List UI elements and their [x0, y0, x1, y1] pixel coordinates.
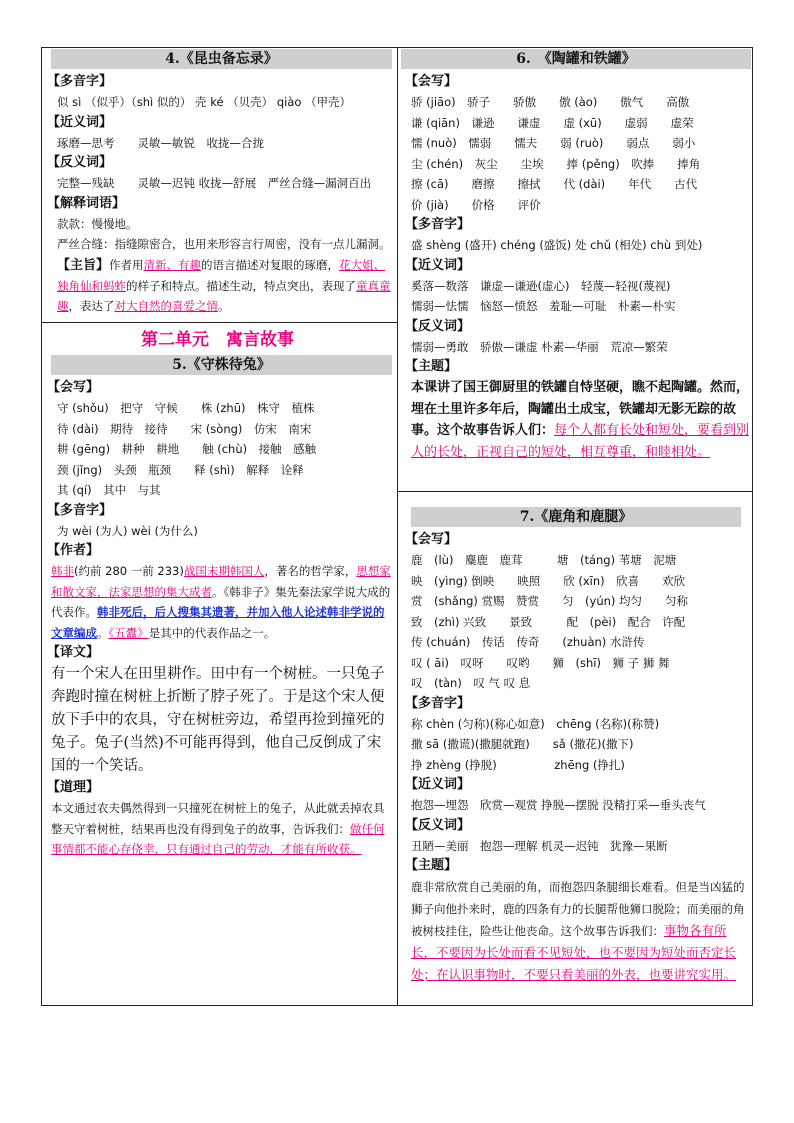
fanyi-line: 丑陋—美丽 抱怨—理解 机灵—迟钝 犹豫—果断: [411, 838, 668, 853]
zuozhe-heading: 【作者】: [47, 543, 100, 558]
zuozhe-blue-highlight: 韩非死后，后人搜集其遗著，并加入他人论述韩非学说的文章编成: [51, 605, 385, 640]
huixie-line: 擦 (cā) 磨擦 擦拭 代 (dài) 年代 古代: [411, 177, 698, 191]
section-5: [43, 325, 392, 860]
daoli-heading: 【道理】: [47, 780, 100, 795]
huixie-line: 叹 (tàn) 叹 气 叹 息: [411, 676, 531, 690]
zhuti-heading: 【主题】: [405, 858, 458, 873]
zhuti-text: 本课讲了国王御厨里的铁罐自恃坚硬，瞧不起陶罐。然而，埋在土里许多年后，陶罐出土成宝，铁罐却无影无踪的故事。这个故事告诉人们：: [411, 380, 750, 438]
zuozhe-highlight: 《五蠹》: [108, 625, 149, 640]
section-7: [401, 507, 751, 986]
duoyin-line: 挣 zhèng (挣脱) zhēng (挣扎): [411, 757, 625, 772]
zhuti-highlight: 事物各有所长，不要因为长处而看不见短处，也不要因为短处而否定长处；在认识事物时，不要只看美丽的外表，也要讲究实用。: [411, 923, 737, 982]
zhuzhi-highlight: 清新、有趣: [143, 257, 202, 272]
zhuti-highlight: 每个人都有长处和短处，要看到别人的长处，正视自己的短处，相互尊重，和睦相处。: [411, 423, 750, 460]
huixie-line: 传 (chuán) 传话 传奇 (zhuàn) 水浒传: [411, 635, 645, 649]
zhuzhi-paragraph: [47, 255, 392, 317]
huixie-line: 价 (jià) 价格 评价: [411, 197, 541, 212]
huixie-list: [405, 92, 751, 215]
huixie-line: 骄 (jiāo) 骄子 骄傲 傲 (ào) 傲气 高傲: [411, 95, 690, 109]
jinyi-heading: 【近义词】: [405, 777, 471, 792]
duoyin-line: 为 wèi (为人) wèi (为什么): [57, 523, 198, 538]
duoyin-line: 称 chèn (匀称)(称心如意) chēng (名称)(称赞): [411, 716, 660, 731]
jieshi-line-2: 严丝合缝：指缝隙密合，也用来形容言行周密，没有一点儿漏洞。: [57, 237, 391, 251]
zhuzhi-text: 的语言描述对复眼的琢磨，: [201, 257, 340, 272]
zhuti-paragraph: [405, 876, 751, 986]
fanyi-heading: 【反义词】: [405, 817, 471, 833]
jieshi-heading: 【解释词语】: [47, 195, 126, 211]
huixie-line: 懦 (nuò) 懦弱 懦夫 弱 (ruò) 弱点 弱小: [411, 136, 696, 150]
section-6: [401, 49, 751, 463]
unit-title: 第二单元 寓言故事: [141, 330, 294, 350]
duoyin-heading: 【多音字】: [405, 217, 471, 232]
duoyin-heading: 【多音字】: [405, 695, 471, 711]
zhuzhi-label: 【主旨】: [57, 257, 110, 273]
huixie-line: 叹 ( āi) 叹呀 叹哟 狮 (shī) 狮 子 狮 舞: [411, 655, 670, 670]
zhuti-text: 鹿非常欣赏自己美丽的角，而抱怨四条腿细长难看。但是当凶猛的狮子向他扑来时，鹿的四条有力的长腿帮他狮口脱险；而美丽的角被树枝挂住，险些让他丧命。这个故事告诉我们：: [411, 880, 745, 938]
daoli-paragraph: [47, 798, 392, 860]
duoyin-line: 盛 shèng (盛开) chéng (盛饭) 处 chǔ (相处) chù 到处): [411, 238, 703, 252]
huixie-line: 鹿 (lù) 麋鹿 鹿茸 塘 (táng) 苇塘 泥塘: [411, 553, 677, 567]
zuozhe-highlight: 战国末期韩国人: [183, 564, 265, 578]
zhuzhi-text: ，表达了: [68, 299, 115, 313]
zhuzhi-text: 的样子和特点。描述生动，特点突出，表现了: [126, 278, 356, 293]
section-5-title: 5.《守株待兔》: [51, 355, 392, 375]
daoli-text: 本文通过农夫偶然得到一只撞死在树桩上的兔子，从此就丢掉农具整天守着树桩，结果再也没有得到兔子的故事，告诉我们：: [51, 801, 385, 836]
zhuzhi-text: 作者用: [109, 257, 144, 272]
column-divider: [397, 47, 398, 1006]
jinyi-line: 懦弱—怯懦 恼怒—愤怒 羞耻—可耻 朴素—朴实: [411, 299, 676, 313]
huixie-line: 赏 (shǎng) 赏赐 赞赏 匀 (yún) 均匀 匀称: [411, 594, 689, 608]
fanyi-heading: 【反义词】: [405, 318, 471, 334]
fanyi-line: 懦弱—勇敢 骄傲—谦虚 朴素—华丽 荒凉—繁荣: [411, 339, 668, 354]
huixie-line: 映 (yìng) 倒映 映照 欣 (xīn) 欣喜 欢欣: [411, 573, 686, 588]
huixie-heading: 【会写】: [405, 532, 458, 547]
jinyi-heading: 【近义词】: [405, 257, 471, 273]
fanyi-heading: 【反义词】: [47, 155, 113, 170]
daoli-highlight: 做任何事情都不能心存侥幸，只有通过自己的劳动，才能有所收获。: [51, 821, 385, 856]
duoyin-heading: 【多音字】: [47, 74, 113, 89]
zuozhe-highlight: 韩非: [51, 564, 74, 578]
section-4-title: 4.《昆虫备忘录》: [51, 49, 392, 69]
zhuzhi-highlight: 童真童趣: [57, 278, 391, 313]
huixie-list: [405, 550, 751, 694]
huixie-line: 其 (qí) 其中 与其: [57, 483, 161, 497]
jieshi-line-1: 款款：慢慢地。: [57, 216, 138, 231]
zhuti-paragraph: [405, 377, 751, 463]
zuozhe-text: 。《韩非子》集先秦法家学说大成的代表作。: [51, 584, 391, 619]
huixie-line: 待 (dài) 期待 接待 宋 (sòng) 仿宋 南宋: [57, 421, 312, 436]
duoyin-line: 似 sì （似乎）（shì 似的） 壳 ké （贝壳） qiào （甲壳）: [57, 95, 352, 109]
zuozhe-text: (约前 280 一前 233): [74, 564, 184, 578]
huixie-line: 守 (shǒu) 把守 守候 株 (zhū) 株守 植株: [57, 401, 315, 415]
zuozhe-highlight: 思想家和散文家，法家思想的集大成者: [51, 564, 391, 599]
jinyi-line: 抱怨—埋怨 欣赏—观赏 挣脱—摆脱 没精打采—垂头丧气: [411, 798, 706, 812]
huixie-heading: 【会写】: [47, 380, 100, 395]
huixie-heading: 【会写】: [405, 74, 458, 89]
yiwen-paragraph: 有一个宋人在田里耕作。田中有一个树桩。一只兔子奔跑时撞在树桩上折断了脖子死了。于是这个宋人便放下手中的农具，守在树桩旁边，希望再捡到撞死的兔子。兔子(当然)不可能再得到，他自己反倒成了宋国的一个笑话。: [51, 666, 385, 774]
duoyin-heading: 【多音字】: [47, 502, 113, 518]
zuozhe-text: 。: [97, 625, 109, 640]
section-6-title: 6. 《陶罐和铁罐》: [401, 49, 751, 69]
yiwen-heading: 【译文】: [47, 645, 100, 660]
section-7-title: 7.《鹿角和鹿腿》: [411, 507, 741, 527]
huixie-line: 耕 (gēng) 耕种 耕地 触 (chù) 接触 感触: [57, 442, 317, 456]
huixie-line: 颈 (jǐng) 头颈 瓶颈 释 (shì) 解释 诠释: [57, 462, 304, 477]
zhuti-heading: 【主题】: [405, 359, 458, 374]
zuozhe-text: ，著名的哲学家，: [264, 564, 357, 578]
jinyi-line: 奚落—数落 谦虚—谦逊(虚心) 轻蔑—轻视(蔑视): [411, 278, 671, 293]
fanyi-line: 完整—残缺 灵敏—迟钝 收拢—舒展 严丝合缝—漏洞百出: [57, 176, 372, 190]
zhuzhi-highlight: 对大自然的喜爱之情: [114, 299, 218, 313]
huixie-line: 致 (zhì) 兴致 景致 配 (pèi) 配合 许配: [411, 614, 686, 629]
zuozhe-paragraph: [47, 561, 392, 643]
huixie-list: [47, 398, 392, 501]
left-section-divider: [41, 322, 397, 323]
huixie-line: 谦 (qiān) 谦逊 谦虚 虚 (xū) 虚弱 虚荣: [411, 115, 694, 130]
zuozhe-text: 是其中的代表作品之一。: [148, 625, 276, 640]
duoyin-line: 撒 sā (撒谎)(撒腿就跑) sǎ (撒花)(撒下): [411, 737, 634, 751]
zhuzhi-highlight: 花大姐、独角仙和蚂蚱: [57, 257, 386, 293]
huixie-line: 尘 (chén) 灰尘 尘埃 捧 (pěng) 吹捧 捧角: [411, 156, 701, 171]
jinyi-line: 琢磨—思考 灵敏—敏锐 收拢—合拢: [57, 135, 264, 150]
jinyi-heading: 【近义词】: [47, 114, 113, 130]
zhuzhi-text: 。: [218, 299, 230, 313]
right-section-divider: [397, 491, 753, 492]
section-4: [43, 49, 392, 317]
